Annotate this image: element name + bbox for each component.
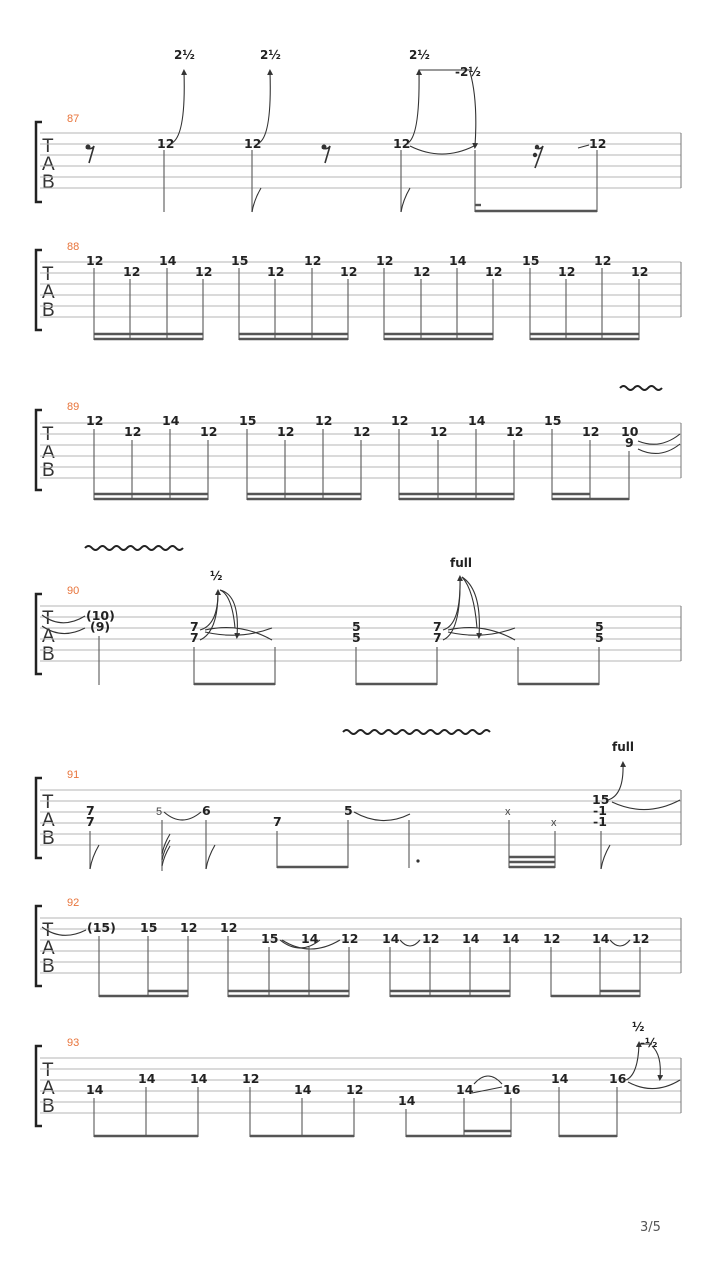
- fret-note: 14: [301, 931, 319, 946]
- fret-note: 14: [462, 931, 480, 946]
- svg-text:T: T: [42, 264, 54, 285]
- system-measure-87: [36, 48, 681, 212]
- svg-text:B: B: [42, 300, 55, 321]
- tie-curve: [400, 940, 420, 946]
- fret-note: 16: [503, 1082, 521, 1097]
- staff-strings: [40, 133, 681, 188]
- fret-note: 12: [391, 413, 409, 428]
- note-stems: [164, 150, 597, 212]
- fret-note: 12: [157, 136, 175, 151]
- svg-text:B: B: [42, 644, 55, 665]
- fret-note: 12: [341, 931, 359, 946]
- fret-note: 12: [220, 920, 238, 935]
- svg-text:A: A: [42, 938, 55, 959]
- fret-note: 12: [180, 920, 198, 935]
- fret-note: 15: [522, 253, 540, 268]
- svg-text:T: T: [42, 136, 54, 157]
- svg-text:T: T: [42, 920, 54, 941]
- staff-strings: [40, 918, 681, 973]
- bend-label: full: [612, 740, 634, 754]
- fret-note: 14: [138, 1071, 156, 1086]
- tie-curve: [205, 628, 272, 635]
- fret-note: 12: [340, 264, 358, 279]
- fret-note: 7: [86, 803, 95, 818]
- tie-curve: [448, 628, 515, 635]
- fret-note: 5: [352, 619, 361, 634]
- fret-note: 7: [273, 814, 282, 829]
- measure-number: 90: [67, 585, 80, 597]
- bend-arrow: [608, 764, 623, 800]
- sixteenth-rest: [533, 145, 543, 168]
- tie-curve: [610, 940, 630, 946]
- fret-note: 12: [353, 424, 371, 439]
- bend-label: 2½: [174, 48, 195, 62]
- fret-note: 12: [631, 264, 649, 279]
- fret-note: 14: [294, 1082, 312, 1097]
- fret-note: 12: [594, 253, 612, 268]
- svg-text:B: B: [42, 956, 55, 977]
- fret-note: 12: [543, 931, 561, 946]
- fret-note: 12: [267, 264, 285, 279]
- fret-note: 12: [393, 136, 411, 151]
- svg-text:A: A: [42, 442, 55, 463]
- fret-note: 14: [456, 1082, 474, 1097]
- tab-clef: [42, 424, 55, 481]
- fret-note: 12: [86, 413, 104, 428]
- fret-note: 7: [86, 814, 95, 829]
- fret-note: 12: [558, 264, 576, 279]
- fret-note: 12: [506, 424, 524, 439]
- fret-note: 15: [592, 792, 610, 807]
- svg-text:T: T: [42, 1060, 54, 1081]
- fret-note: 12: [315, 413, 333, 428]
- fret-note: 14: [468, 413, 486, 428]
- fret-note: 5: [595, 619, 604, 634]
- fret-note: 12: [430, 424, 448, 439]
- release-arrow: [220, 590, 235, 628]
- fret-note: 12: [413, 264, 431, 279]
- system-measure-92: [36, 897, 681, 997]
- fret-note: 14: [86, 1082, 104, 1097]
- fret-note: 9: [625, 435, 634, 450]
- vibrato-mark: [85, 546, 183, 550]
- measure-number: 89: [67, 401, 80, 413]
- fret-note: 7: [190, 630, 199, 645]
- fret-note: 7: [433, 619, 442, 634]
- system-measure-88: [36, 241, 681, 340]
- fret-note: 12: [200, 424, 218, 439]
- fret-note: 16: [609, 1071, 627, 1086]
- fret-note: 12: [304, 253, 322, 268]
- system-measure-93: [36, 1020, 681, 1137]
- measure-number: 93: [67, 1037, 80, 1049]
- dead-note: x: [551, 817, 557, 829]
- fret-note: 12: [242, 1071, 260, 1086]
- fret-note: 15: [261, 931, 279, 946]
- tie-curve: [628, 1080, 680, 1089]
- vibrato-mark: [620, 386, 662, 390]
- slide-line: [472, 1087, 502, 1093]
- bend-arrow: [408, 72, 419, 143]
- svg-text:A: A: [42, 626, 55, 647]
- fret-note: 12: [124, 424, 142, 439]
- fret-note: 12: [346, 1082, 364, 1097]
- fret-note: 7: [433, 630, 442, 645]
- fret-note: 14: [190, 1071, 208, 1086]
- fret-note: 5: [352, 630, 361, 645]
- fret-note: 12: [422, 931, 440, 946]
- tie-curve: [354, 812, 410, 821]
- fret-note: (9): [90, 619, 111, 634]
- system-measure-89: [36, 386, 681, 500]
- svg-text:T: T: [42, 792, 54, 813]
- fret-note: 15: [544, 413, 562, 428]
- svg-text:A: A: [42, 154, 55, 175]
- fret-note: -1: [593, 814, 607, 829]
- bend-label: 2½: [260, 48, 281, 62]
- measure-number: 92: [67, 897, 80, 909]
- fret-note: 14: [449, 253, 467, 268]
- svg-text:T: T: [42, 608, 54, 629]
- svg-text:B: B: [42, 828, 55, 849]
- system-measure-91: [36, 730, 681, 871]
- bend-label: -2½: [455, 65, 481, 79]
- grace-note: 5: [156, 806, 163, 818]
- svg-text:A: A: [42, 810, 55, 831]
- release-arrow: [652, 1046, 660, 1078]
- fret-note: 7: [190, 619, 199, 634]
- fret-note: 15: [231, 253, 249, 268]
- fret-note: 12: [589, 136, 607, 151]
- fret-note: 15: [140, 920, 158, 935]
- tie-curve: [410, 146, 474, 154]
- vibrato-mark: [343, 730, 490, 734]
- svg-text:B: B: [42, 172, 55, 193]
- fret-note: (10): [86, 608, 115, 623]
- fret-note: 14: [551, 1071, 569, 1086]
- fret-note: 14: [159, 253, 177, 268]
- fret-note: 14: [162, 413, 180, 428]
- page-number: 3/5: [640, 1220, 661, 1235]
- bend-label: 2½: [409, 48, 430, 62]
- fret-note: 12: [632, 931, 650, 946]
- fret-note: 14: [592, 931, 610, 946]
- fret-note: 14: [398, 1093, 416, 1108]
- bend-arrow: [200, 592, 218, 630]
- fret-note: 15: [239, 413, 257, 428]
- system-measure-90: [36, 546, 681, 685]
- fret-note: 12: [244, 136, 262, 151]
- svg-text:B: B: [42, 460, 55, 481]
- bend-label: -½: [640, 1036, 658, 1050]
- measure-number: 91: [67, 769, 80, 781]
- fret-note: 12: [376, 253, 394, 268]
- fret-note: 12: [277, 424, 295, 439]
- slide-line: [578, 145, 589, 148]
- release-arrow: [470, 72, 476, 146]
- staff-strings: [40, 790, 681, 845]
- fret-note: 5: [595, 630, 604, 645]
- measure-number: 87: [67, 113, 80, 125]
- bend-arrow: [443, 578, 460, 630]
- svg-text:A: A: [42, 282, 55, 303]
- tie-curve: [638, 434, 680, 444]
- fret-note: 12: [86, 253, 104, 268]
- bend-label: ½: [210, 569, 223, 583]
- fret-note: (15): [87, 920, 116, 935]
- tab-clef: [42, 136, 55, 193]
- measure-number: 88: [67, 241, 80, 253]
- tie-curve: [164, 812, 201, 820]
- fret-note: 14: [382, 931, 400, 946]
- fret-note: 5: [344, 803, 353, 818]
- bend-arrow: [259, 72, 270, 143]
- release-arrow: [220, 590, 237, 636]
- svg-text:T: T: [42, 424, 54, 445]
- note-stems: [94, 429, 629, 500]
- fret-note: 10: [621, 424, 639, 439]
- svg-text:A: A: [42, 1078, 55, 1099]
- bend-label: full: [450, 556, 472, 570]
- eighth-rest: [322, 145, 331, 164]
- fret-note: 14: [502, 931, 520, 946]
- fret-note: 6: [202, 803, 211, 818]
- fret-note: 12: [485, 264, 503, 279]
- bend-label: ½: [632, 1020, 645, 1034]
- fret-note: 12: [195, 264, 213, 279]
- bend-arrow: [172, 72, 184, 143]
- eighth-rest: [86, 145, 95, 164]
- fret-note: 12: [582, 424, 600, 439]
- dead-note: x: [505, 806, 511, 818]
- fret-note: 12: [123, 264, 141, 279]
- bend-arrow: [626, 1044, 639, 1080]
- fret-note: -1: [593, 803, 607, 818]
- svg-text:B: B: [42, 1096, 55, 1117]
